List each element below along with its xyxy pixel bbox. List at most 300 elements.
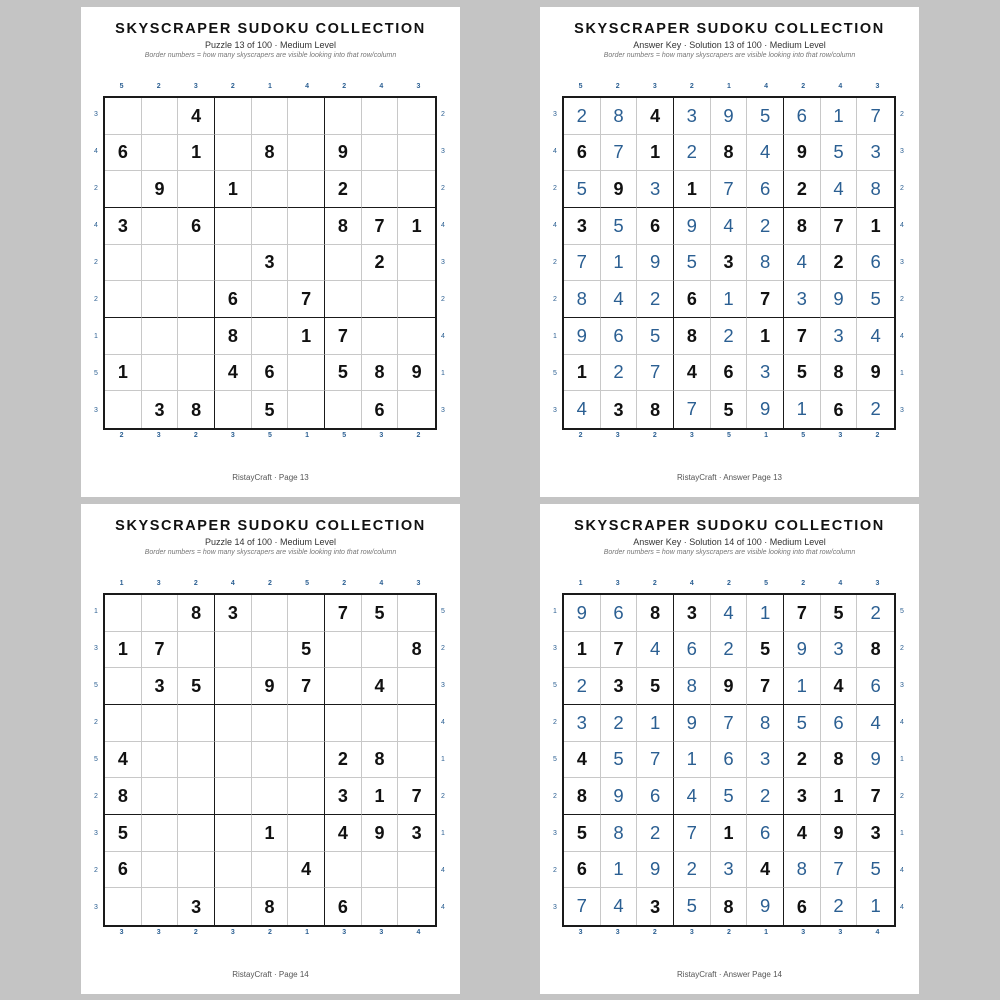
clue-right: 4 xyxy=(900,333,904,341)
grid-cell xyxy=(178,815,215,852)
clue-bottom: 2 xyxy=(578,432,583,439)
grid-cell xyxy=(252,208,289,245)
grid-cell: 6 xyxy=(784,888,821,925)
grid-cell xyxy=(398,668,435,705)
clue-top: 1 xyxy=(578,580,583,587)
clue-right: 2 xyxy=(900,793,904,801)
page-title: SKYSCRAPER SUDOKU COLLECTION xyxy=(574,21,885,37)
clue-bottom: 3 xyxy=(578,929,583,936)
grid-cell xyxy=(288,98,325,135)
grid-cell: 6 xyxy=(821,705,858,742)
grid-cell: 4 xyxy=(215,355,252,392)
grid-cell: 6 xyxy=(784,98,821,135)
page-subtitle: Puzzle 14 of 100 · Medium Level xyxy=(204,537,337,547)
grid-cell xyxy=(252,281,289,318)
clue-bottom: 1 xyxy=(764,929,769,936)
grid-cell xyxy=(252,171,289,208)
grid-cell: 3 xyxy=(784,281,821,318)
clue-left: 5 xyxy=(553,370,557,378)
grid-cell: 7 xyxy=(784,595,821,632)
clue-bottom: 2 xyxy=(727,929,731,936)
grid-cell: 3 xyxy=(178,888,215,925)
grid-cell xyxy=(325,245,362,282)
clue-bottom: 3 xyxy=(615,432,620,439)
grid-cell: 3 xyxy=(252,245,289,282)
page-footer: RistayCraft · Page 13 xyxy=(232,473,309,482)
grid-cell: 5 xyxy=(747,632,784,669)
grid-cell: 2 xyxy=(601,705,638,742)
grid-cell: 7 xyxy=(288,281,325,318)
clue-right: 2 xyxy=(441,644,445,652)
grid-cell: 1 xyxy=(821,778,858,815)
grid-cell: 5 xyxy=(178,668,215,705)
clue-left: 3 xyxy=(553,904,557,912)
clue-left: 3 xyxy=(553,407,557,415)
grid-cell: 2 xyxy=(362,245,399,282)
grid-cell: 4 xyxy=(711,595,748,632)
grid-cell xyxy=(288,888,325,925)
grid-cell: 5 xyxy=(564,171,601,208)
grid-cell: 1 xyxy=(674,742,711,779)
grid-cell: 9 xyxy=(601,171,638,208)
grid-cell xyxy=(215,135,252,172)
grid-cell: 7 xyxy=(325,595,362,632)
grid-cell xyxy=(325,852,362,889)
grid-cell: 1 xyxy=(784,668,821,705)
grid-cell: 8 xyxy=(564,778,601,815)
grid-cell: 7 xyxy=(674,391,711,428)
clue-top: 5 xyxy=(305,580,310,587)
grid-cell: 8 xyxy=(105,778,142,815)
sudoku-grid xyxy=(103,593,437,927)
grid-cell: 1 xyxy=(105,355,142,392)
clue-right: 1 xyxy=(441,756,445,763)
grid-cell: 2 xyxy=(564,668,601,705)
grid-cell: 7 xyxy=(325,318,362,355)
grid-cell xyxy=(142,852,179,889)
grid-cell: 3 xyxy=(674,595,711,632)
clue-right: 2 xyxy=(900,184,904,192)
clue-top: 3 xyxy=(875,580,880,587)
grid-cell xyxy=(252,778,289,815)
grid-cell xyxy=(252,318,289,355)
clue-left: 3 xyxy=(553,110,557,118)
clue-top: 4 xyxy=(305,83,310,90)
grid-cell xyxy=(398,245,435,282)
grid-cell xyxy=(215,852,252,889)
grid-cell: 5 xyxy=(601,742,638,779)
clue-left: 3 xyxy=(94,110,98,118)
clue-left: 2 xyxy=(94,296,98,304)
grid-cell xyxy=(215,705,252,742)
clue-top: 2 xyxy=(156,83,161,90)
clue-right: 2 xyxy=(900,644,904,652)
page-subtitle: Puzzle 13 of 100 · Medium Level xyxy=(204,40,337,50)
clue-right: 2 xyxy=(441,110,445,118)
grid-cell: 2 xyxy=(870,398,881,420)
grid-cell: 4 xyxy=(325,815,362,852)
grid-cell xyxy=(178,245,215,282)
grid-cell xyxy=(215,245,252,282)
grid-cell: 8 xyxy=(252,135,289,172)
grid-cell: 3 xyxy=(857,135,894,172)
grid-cell: 7 xyxy=(288,668,325,705)
grid-cell: 3 xyxy=(215,595,252,632)
grid-cell: 6 xyxy=(178,208,215,245)
clue-top: 2 xyxy=(689,83,694,90)
clue-top: 3 xyxy=(615,580,620,587)
clue-bottom: 3 xyxy=(230,929,235,936)
clue-right: 3 xyxy=(900,407,904,415)
clue-right: 4 xyxy=(900,904,904,912)
grid-cell xyxy=(362,135,399,172)
grid-cell: 2 xyxy=(325,742,362,779)
grid-cell xyxy=(398,852,435,889)
grid-cell: 7 xyxy=(821,852,858,889)
grid-cell: 8 xyxy=(362,742,399,779)
grid-cell: 7 xyxy=(674,815,711,852)
clue-top: 4 xyxy=(379,580,384,587)
grid-cell xyxy=(288,208,325,245)
page-footer: RistayCraft · Answer Page 14 xyxy=(677,970,782,979)
clue-top: 3 xyxy=(416,580,421,587)
grid-cell: 5 xyxy=(637,668,674,705)
grid-cell xyxy=(142,208,179,245)
grid-cell: 9 xyxy=(784,632,821,669)
grid-cell xyxy=(398,135,435,172)
clue-bottom: 2 xyxy=(652,929,657,936)
grid-cell xyxy=(142,318,179,355)
grid-cell: 2 xyxy=(857,595,894,632)
grid-cell xyxy=(288,742,325,779)
clue-bottom: 3 xyxy=(119,929,124,936)
grid-cell: 6 xyxy=(564,852,601,889)
grid-cell: 9 xyxy=(747,391,784,428)
grid-cell xyxy=(325,705,362,742)
grid-cell xyxy=(398,98,435,135)
grid-cell xyxy=(215,815,252,852)
grid-cell xyxy=(288,705,325,742)
grid-cell: 2 xyxy=(637,815,674,852)
border-note: Border numbers = how many skyscrapers are visible looking into that row/column xyxy=(603,549,856,556)
grid-cell xyxy=(252,742,289,779)
clue-top: 2 xyxy=(193,580,198,587)
clue-left: 4 xyxy=(94,147,98,155)
clue-right: 2 xyxy=(900,296,904,304)
grid-cell xyxy=(105,245,142,282)
grid-cell xyxy=(288,355,325,392)
clue-top: 2 xyxy=(801,83,806,90)
grid-cell: 8 xyxy=(821,355,858,392)
grid-cell: 8 xyxy=(325,208,362,245)
clue-top: 2 xyxy=(268,580,272,587)
grid-cell: 5 xyxy=(711,778,748,815)
grid-cell xyxy=(288,815,325,852)
grid-cell: 8 xyxy=(601,98,638,135)
clue-right: 4 xyxy=(441,333,445,341)
grid-cell: 6 xyxy=(821,391,858,428)
grid-cell: 3 xyxy=(142,391,179,428)
grid-cell: 6 xyxy=(105,135,142,172)
grid-cell: 9 xyxy=(711,668,748,705)
clue-top: 4 xyxy=(764,83,769,90)
grid-cell xyxy=(142,705,179,742)
clue-bottom: 4 xyxy=(875,929,880,936)
clue-left: 2 xyxy=(553,296,557,304)
clue-top: 3 xyxy=(652,83,657,90)
clue-right: 4 xyxy=(900,221,904,229)
clue-bottom: 5 xyxy=(801,432,806,439)
grid-cell xyxy=(142,888,179,925)
grid-cell: 9 xyxy=(362,815,399,852)
grid-cell: 8 xyxy=(637,391,674,428)
grid-cell xyxy=(105,595,142,632)
clue-left: 3 xyxy=(94,830,98,838)
grid-cell: 5 xyxy=(637,318,674,355)
grid-cell: 6 xyxy=(362,391,399,428)
grid-cell xyxy=(215,98,252,135)
clue-left: 2 xyxy=(553,718,557,726)
grid-cell: 6 xyxy=(601,318,638,355)
grid-cell xyxy=(105,98,142,135)
grid-cell: 1 xyxy=(857,208,894,245)
clue-left: 2 xyxy=(94,793,98,801)
grid-cell: 8 xyxy=(674,318,711,355)
grid-cell: 1 xyxy=(711,815,748,852)
grid-cell: 5 xyxy=(674,245,711,282)
clue-left: 4 xyxy=(553,221,557,229)
grid-cell: 1 xyxy=(637,705,674,742)
grid-cell: 2 xyxy=(784,742,821,779)
grid-cell: 8 xyxy=(784,208,821,245)
grid-cell: 4 xyxy=(674,778,711,815)
grid-cell: 3 xyxy=(601,668,638,705)
grid-cell: 2 xyxy=(711,318,748,355)
grid-cell xyxy=(142,281,179,318)
page-subtitle: Answer Key · Solution 13 of 100 · Medium Level xyxy=(633,40,826,50)
clue-right: 3 xyxy=(900,259,904,266)
grid-cell: 2 xyxy=(821,245,858,282)
grid-cell: 2 xyxy=(821,888,858,925)
grid-cell: 1 xyxy=(637,135,674,172)
clue-left: 3 xyxy=(94,644,98,652)
grid-cell: 9 xyxy=(601,778,638,815)
grid-cell: 2 xyxy=(601,355,638,392)
grid-cell: 7 xyxy=(711,171,748,208)
grid-cell: 7 xyxy=(601,632,638,669)
page-title: SKYSCRAPER SUDOKU COLLECTION xyxy=(115,518,426,534)
grid-cell: 7 xyxy=(601,135,638,172)
grid-cell xyxy=(288,171,325,208)
grid-cell: 3 xyxy=(637,888,674,925)
grid-cell: 9 xyxy=(674,208,711,245)
grid-cell: 5 xyxy=(857,281,894,318)
grid-cell: 8 xyxy=(784,852,821,889)
grid-cell: 8 xyxy=(857,171,894,208)
clue-top: 3 xyxy=(156,580,161,587)
grid-cell: 8 xyxy=(601,815,638,852)
clue-right: 3 xyxy=(900,681,904,689)
grid-cell: 5 xyxy=(821,595,858,632)
grid-cell: 5 xyxy=(252,391,289,428)
grid-cell xyxy=(142,355,179,392)
grid-cell: 4 xyxy=(601,888,638,925)
grid-cell: 3 xyxy=(821,632,858,669)
grid-cell: 8 xyxy=(747,705,784,742)
grid-cell: 2 xyxy=(325,171,362,208)
clue-bottom: 3 xyxy=(342,929,347,936)
grid-cell: 5 xyxy=(105,815,142,852)
clue-right: 3 xyxy=(441,147,445,155)
grid-cell: 8 xyxy=(362,355,399,392)
clue-right: 2 xyxy=(441,296,445,304)
clue-bottom: 1 xyxy=(305,929,310,936)
grid-cell xyxy=(142,815,179,852)
grid-cell xyxy=(362,852,399,889)
grid-cell: 1 xyxy=(784,391,821,428)
grid-cell: 8 xyxy=(747,245,784,282)
grid-cell xyxy=(178,318,215,355)
clue-left: 5 xyxy=(553,681,557,689)
clue-left: 5 xyxy=(94,756,98,763)
grid-cell xyxy=(105,318,142,355)
grid-cell xyxy=(398,742,435,779)
grid-cell: 2 xyxy=(711,632,748,669)
clue-left: 3 xyxy=(94,904,98,912)
grid-cell: 6 xyxy=(711,742,748,779)
grid-cell xyxy=(252,705,289,742)
grid-cell: 3 xyxy=(564,705,601,742)
grid-cell: 7 xyxy=(784,318,821,355)
page-footer: RistayCraft · Page 14 xyxy=(232,970,309,979)
grid-cell xyxy=(362,98,399,135)
grid-cell: 5 xyxy=(601,208,638,245)
grid-cell: 5 xyxy=(674,888,711,925)
clue-bottom: 2 xyxy=(119,432,124,439)
grid-cell xyxy=(215,391,252,428)
grid-cell xyxy=(105,705,142,742)
grid-cell: 4 xyxy=(747,852,784,889)
grid-cell: 7 xyxy=(362,208,399,245)
grid-cell: 5 xyxy=(288,632,325,669)
clue-left: 3 xyxy=(94,407,98,415)
grid-cell xyxy=(398,318,435,355)
grid-cell: 4 xyxy=(821,171,858,208)
clue-bottom: 3 xyxy=(156,432,161,439)
grid-cell xyxy=(178,171,215,208)
grid-cell: 9 xyxy=(747,888,784,925)
clue-bottom: 1 xyxy=(764,432,769,439)
clue-right: 3 xyxy=(441,259,445,266)
grid-cell xyxy=(142,98,179,135)
clue-right: 4 xyxy=(900,718,904,726)
clue-bottom: 3 xyxy=(379,929,384,936)
grid-cell: 3 xyxy=(398,815,435,852)
clue-top: 2 xyxy=(342,580,347,587)
clue-left: 2 xyxy=(553,259,557,266)
grid-cell: 7 xyxy=(747,668,784,705)
grid-cell: 1 xyxy=(821,98,858,135)
clue-left: 2 xyxy=(94,867,98,875)
clue-top: 4 xyxy=(230,580,235,587)
clue-top: 4 xyxy=(838,580,843,587)
grid-cell: 8 xyxy=(215,318,252,355)
grid-cell: 3 xyxy=(711,852,748,889)
clue-bottom: 2 xyxy=(268,929,272,936)
clue-right: 2 xyxy=(900,110,904,118)
grid-cell xyxy=(252,595,289,632)
border-note: Border numbers = how many skyscrapers are visible looking into that row/column xyxy=(144,52,397,59)
clue-top: 1 xyxy=(727,83,731,90)
grid-cell xyxy=(362,281,399,318)
clue-top: 2 xyxy=(342,83,347,90)
clue-bottom: 3 xyxy=(615,929,620,936)
clue-left: 4 xyxy=(553,147,557,155)
clue-top: 4 xyxy=(689,580,694,587)
grid-cell: 9 xyxy=(821,815,858,852)
grid-cell: 6 xyxy=(674,281,711,318)
grid-cell: 7 xyxy=(142,632,179,669)
clue-bottom: 3 xyxy=(156,929,161,936)
grid-cell xyxy=(252,852,289,889)
clue-bottom: 2 xyxy=(416,432,421,439)
clue-bottom: 3 xyxy=(689,929,694,936)
grid-cell: 6 xyxy=(564,135,601,172)
grid-cell: 4 xyxy=(784,815,821,852)
grid-cell xyxy=(288,391,325,428)
grid-cell xyxy=(142,595,179,632)
grid-cell: 6 xyxy=(637,208,674,245)
grid-cell: 4 xyxy=(105,742,142,779)
grid-cell: 7 xyxy=(857,98,894,135)
grid-cell xyxy=(105,171,142,208)
grid-cell: 4 xyxy=(637,98,674,135)
clue-right: 2 xyxy=(441,793,445,801)
grid-cell: 9 xyxy=(821,281,858,318)
grid-cell: 4 xyxy=(288,852,325,889)
grid-cell: 1 xyxy=(601,852,638,889)
clue-top: 3 xyxy=(193,83,198,90)
grid-cell xyxy=(398,705,435,742)
grid-cell xyxy=(215,632,252,669)
grid-cell: 7 xyxy=(398,778,435,815)
grid-cell: 8 xyxy=(821,742,858,779)
clue-bottom: 1 xyxy=(305,432,310,439)
grid-cell: 6 xyxy=(325,888,362,925)
grid-cell: 4 xyxy=(821,668,858,705)
grid-cell: 9 xyxy=(398,355,435,392)
grid-cell: 5 xyxy=(821,135,858,172)
grid-cell: 6 xyxy=(857,668,894,705)
grid-cell xyxy=(178,742,215,779)
grid-cell: 3 xyxy=(105,208,142,245)
page-subtitle: Answer Key · Solution 14 of 100 · Medium Level xyxy=(633,537,826,547)
grid-cell xyxy=(362,632,399,669)
grid-cell: 2 xyxy=(784,171,821,208)
clue-left: 1 xyxy=(94,333,98,341)
clue-left: 5 xyxy=(94,370,98,378)
grid-cell: 9 xyxy=(784,135,821,172)
clue-bottom: 5 xyxy=(342,432,347,439)
grid-cell: 8 xyxy=(398,632,435,669)
clue-right: 4 xyxy=(900,867,904,875)
grid-cell: 8 xyxy=(711,135,748,172)
grid-cell: 5 xyxy=(564,815,601,852)
grid-cell: 3 xyxy=(637,171,674,208)
grid-cell: 7 xyxy=(564,245,601,282)
grid-cell: 9 xyxy=(857,355,894,392)
grid-cell xyxy=(105,668,142,705)
